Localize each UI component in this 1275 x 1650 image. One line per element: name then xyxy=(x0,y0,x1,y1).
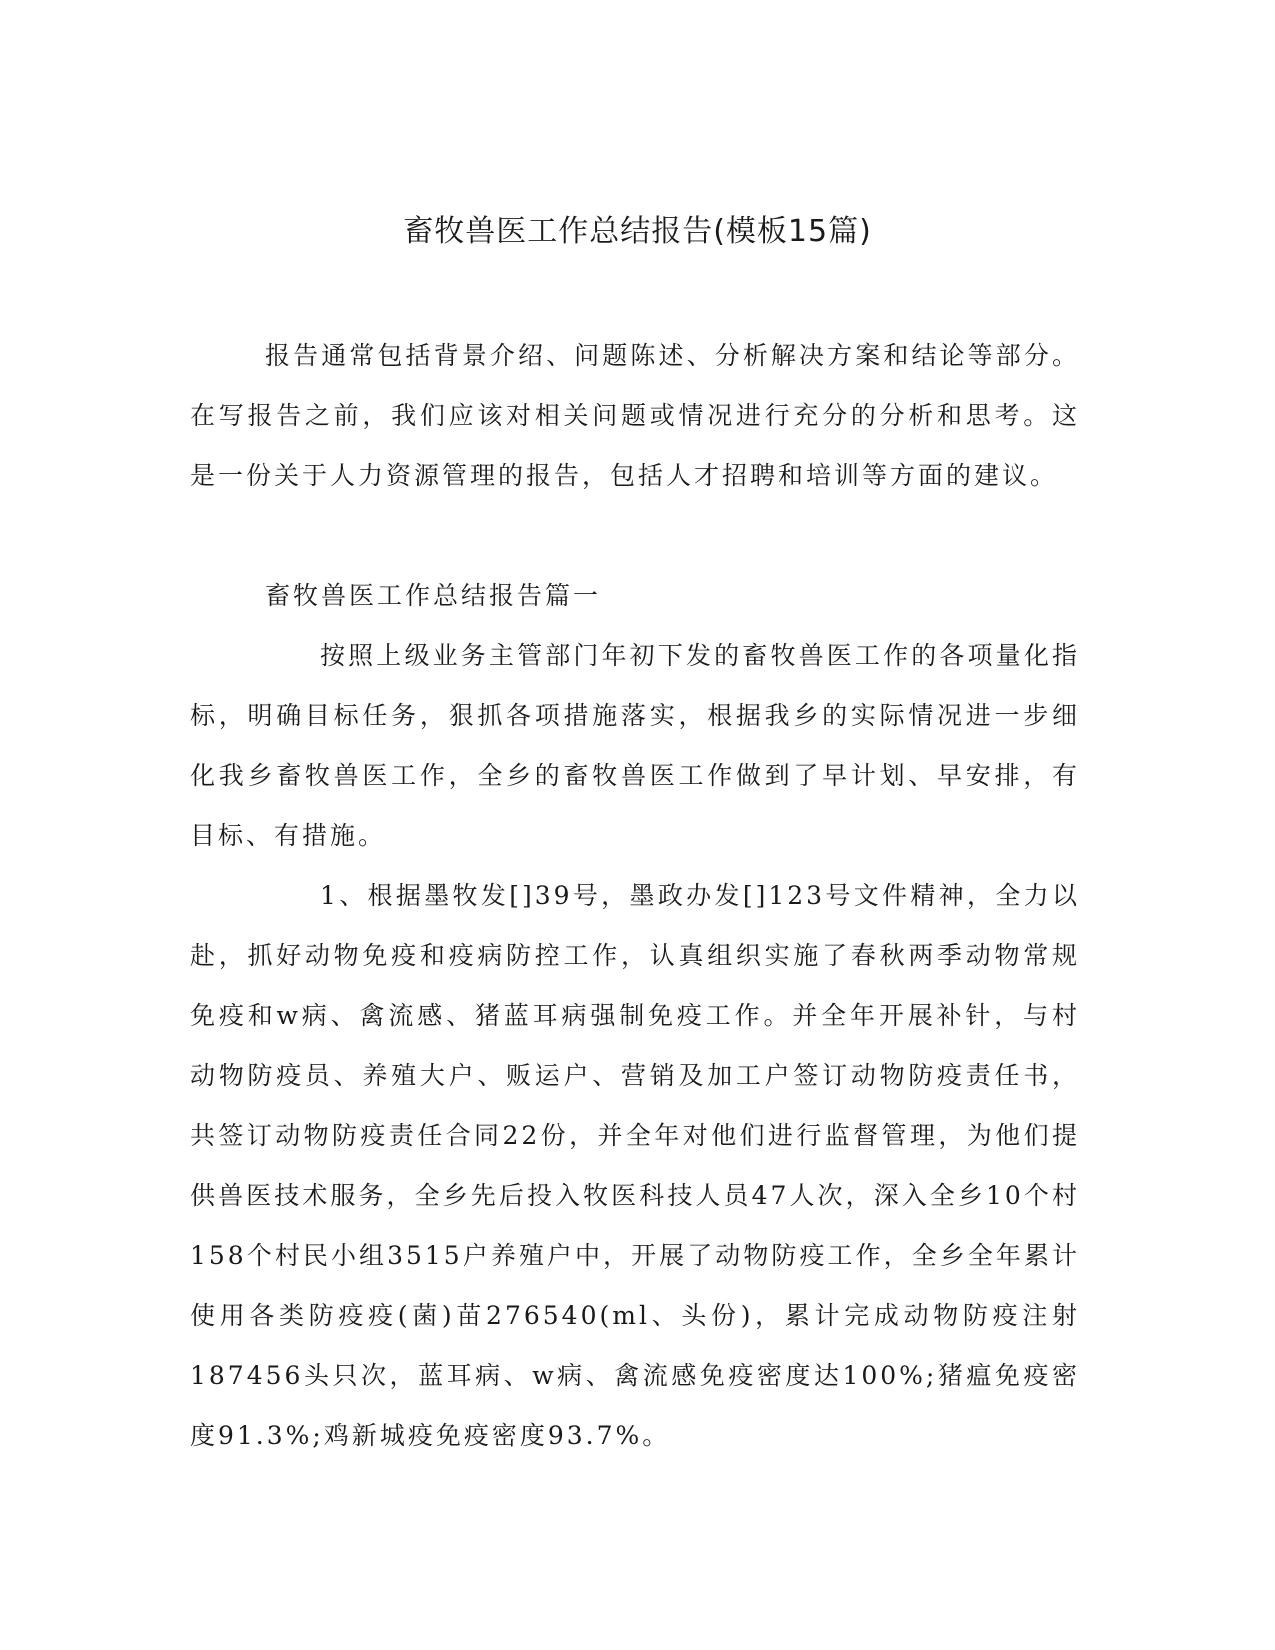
intro-paragraph: 报告通常包括背景介绍、问题陈述、分析解决方案和结论等部分。在写报告之前，我们应该对相关问题或情况进行充分的分析和思考。这是一份关于人力资源管理的报告，包括人才招聘和培训等方面的建议。 xyxy=(190,341,1080,490)
body-paragraph: 按照上级业务主管部门年初下发的畜牧兽医工作的各项量化指标，明确目标任务，狠抓各项措施落实，根据我乡的实际情况进一步细化我乡畜牧兽医工作，全乡的畜牧兽医工作做到了早计划、早安排，有目标、有措施。 xyxy=(190,641,1080,850)
section-heading: 畜牧兽医工作总结报告篇一 xyxy=(265,581,602,610)
body-paragraph: 1、根据墨牧发[]39号，墨政办发[]123号文件精神，全力以赴，抓好动物免疫和疫病防控工作，认真组织实施了春秋两季动物常规免疫和w病、禽流感、猪蓝耳病强制免疫工作。并全年开展补针，与村动物防疫员、养殖大户、贩运户、营销及加工户签订动物防疫责任书，共签订动物防疫责任合同22份，并全年对他们进行监督管理，为他们提供兽医技术服务，全乡先后投入牧医科技人员47人次，深入全乡10个村158个村民小组3515户养殖户中，开展了动物防疫工作，全乡全年累计使用各类防疫疫(菌)苗276540(ml、头份)，累计完成动物防疫注射187456头只次，蓝耳病、w病、禽流感免疫密度达100%;猪瘟免疫密度91.3%;鸡新城疫免疫密度93.7%。 xyxy=(190,881,1080,1450)
document-title: 畜牧兽医工作总结报告(模板15篇) xyxy=(403,214,872,249)
